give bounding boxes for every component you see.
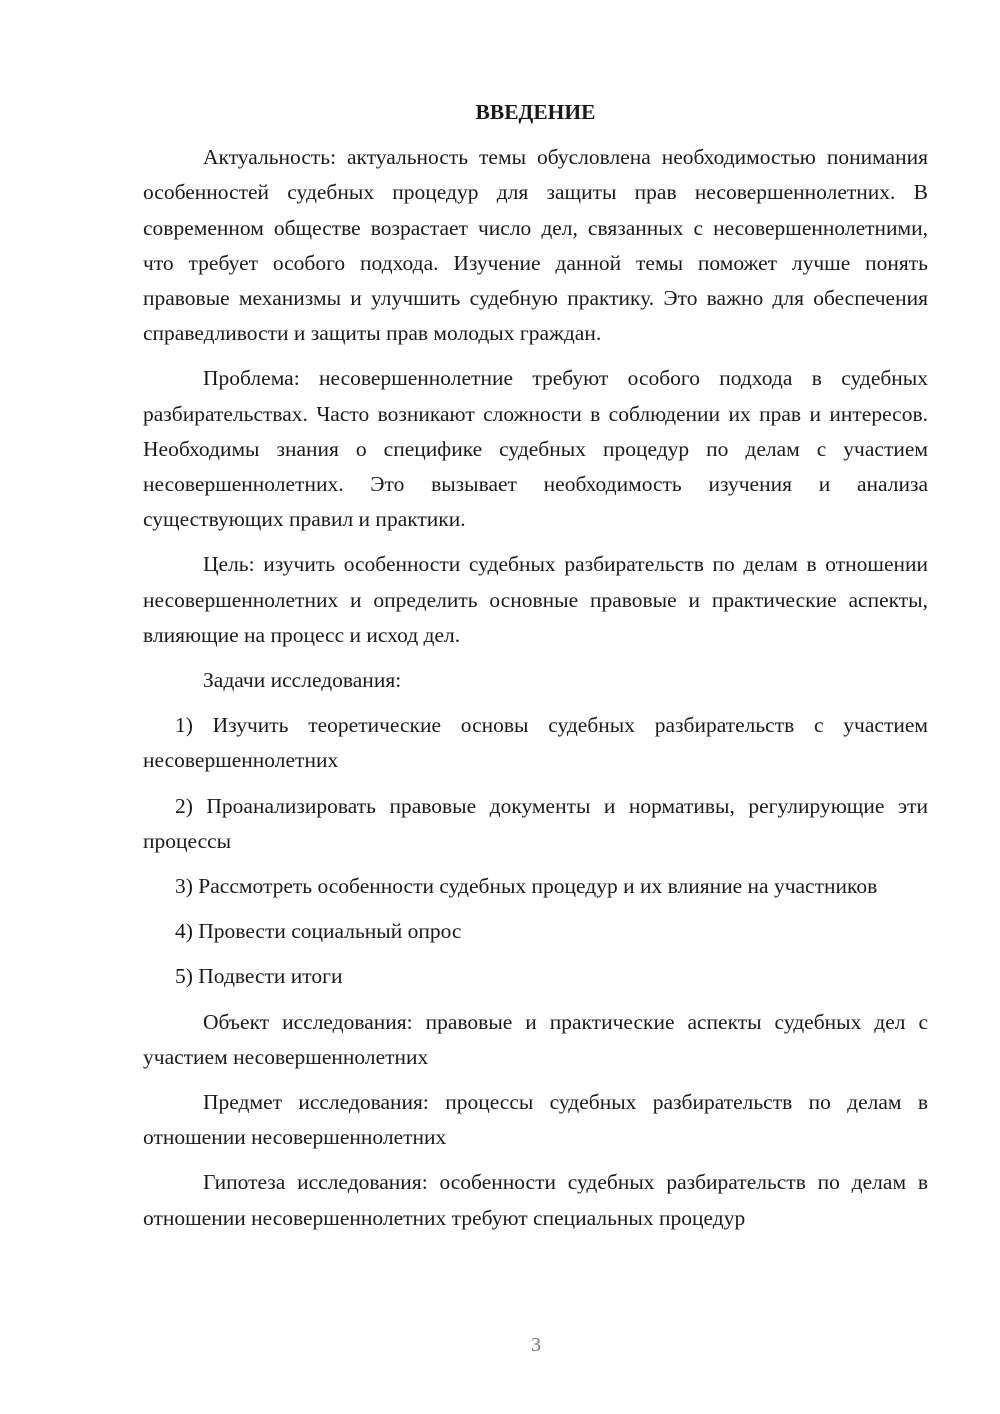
- tasks-heading: Задачи исследования:: [203, 668, 402, 693]
- task-item-4: 4) Провести социальный опрос: [175, 919, 462, 944]
- paragraph-subject: Предмет исследования: процессы судебных разбирательств по делам в отношении несовершеннолетних: [143, 1090, 928, 1150]
- paragraph-problem: Проблема: несовершеннолетние требуют особого подхода в судебных разбирательствах. Часто возникают сложности в соблюдении их прав и интересов. Необходимы знания о специфике судебных процедур по делам с участием несовершеннолетних. Это вызывает необходимость изучения и анализа существующих правил и практики.: [143, 366, 928, 532]
- page-content: [143, 95, 928, 1246]
- paragraph-hypothesis: Гипотеза исследования: особенности судебных разбирательств по делам в отношении несовершеннолетних требуют специальных процедур: [143, 1170, 928, 1230]
- task-item-5: 5) Подвести итоги: [175, 964, 343, 989]
- paragraph-relevance: Актуальность: актуальность темы обусловлена необходимостью понимания особенностей судебных процедур для защиты прав несовершеннолетних. В современном обществе возрастает число дел, связанных с несовершеннолетними, что требует особого подхода. Изучение данной темы поможет лучше понять правовые механизмы и улучшить судебную практику. Это важно для обеспечения справедливости и защиты прав молодых граждан.: [143, 145, 928, 346]
- paragraph-object: Объект исследования: правовые и практические аспекты судебных дел с участием несовершеннолетних: [143, 1009, 928, 1069]
- task-item-1: 1) Изучить теоретические основы судебных разбирательств с участием несовершеннолетних: [143, 713, 928, 773]
- paragraph-goal: Цель: изучить особенности судебных разбирательств по делам в отношении несовершеннолетних и определить основные правовые и практические аспекты, влияющие на процесс и исход дел.: [143, 552, 928, 647]
- task-item-3: 3) Рассмотреть особенности судебных процедур и их влияние на участников: [175, 874, 878, 899]
- page-number: 3: [531, 1334, 541, 1356]
- task-item-2: 2) Проанализировать правовые документы и нормативы, регулирующие эти процессы: [143, 793, 928, 853]
- section-title: ВВЕДЕНИЕ: [475, 100, 596, 124]
